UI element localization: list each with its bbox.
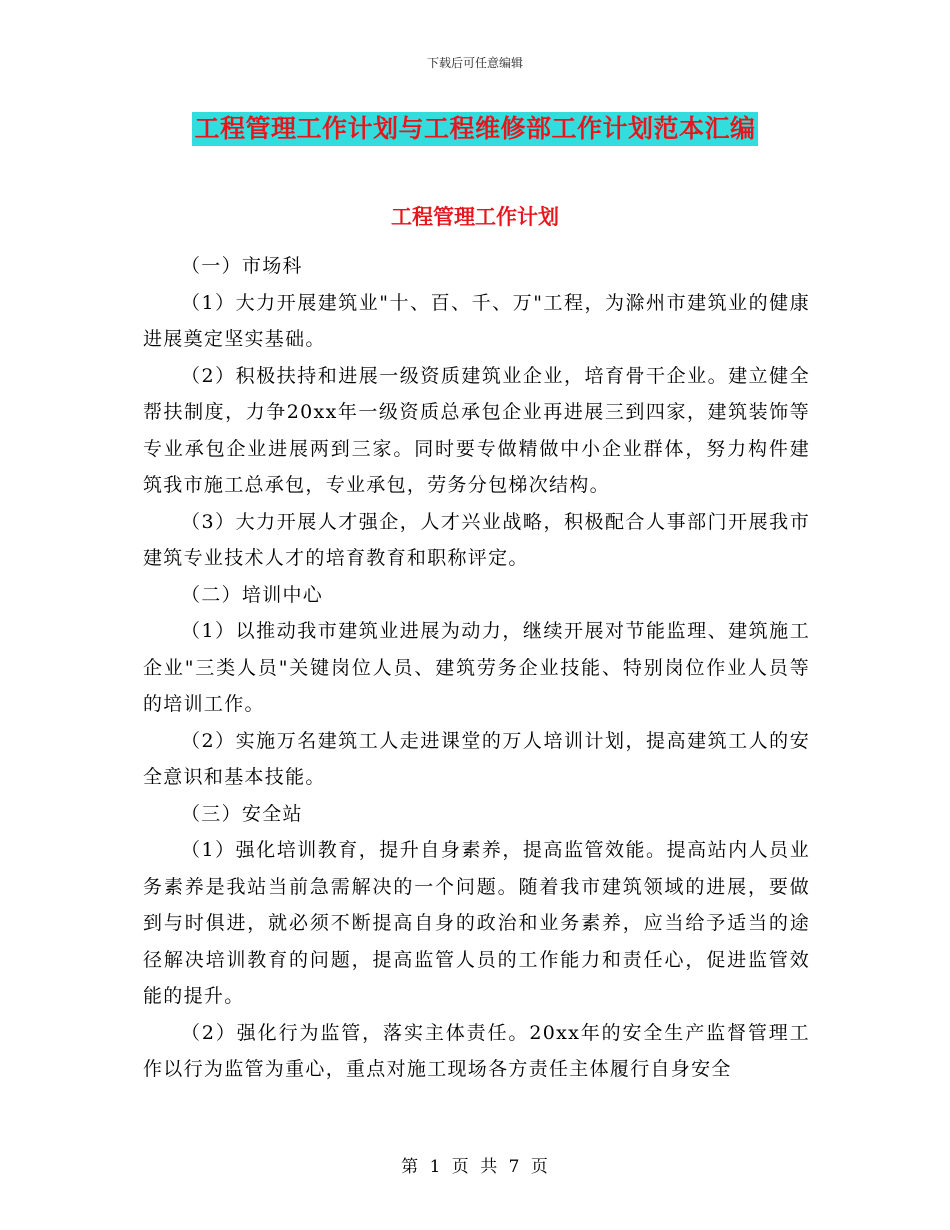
document-title-container	[0, 112, 950, 146]
section-title: 工程管理工作计划	[391, 204, 559, 229]
paragraph: （1）大力开展建筑业"十、百、千、万"工程，为滁州市建筑业的健康进展奠定坚实基础。	[143, 291, 810, 350]
paragraph: （2）积极扶持和进展一级资质建筑业企业，培育骨干企业。建立健全帮扶制度，力争20xx年一级资质总承包企业再进展三到四家，建筑装饰等专业承包企业进展两到三家。同时要专做精做中小企业群体，努力构件建筑我市施工总承包，专业承包，劳务分包梯次结构。	[143, 364, 810, 496]
paragraph: （2）实施万名建筑工人走进课堂的万人培训计划，提高建筑工人的安全意识和基本技能。	[143, 729, 810, 788]
document-body	[143, 248, 810, 1088]
paragraph-safety-section-heading: （三）安全站	[181, 802, 303, 825]
paragraph: （1）强化培训教育，提升自身素养，提高监管效能。提高站内人员业务素养是我站当前急需解决的一个问题。随着我市建筑领域的进展，要做到与时俱进，就必须不断提高自身的政治和业务素养，应当给予适当的途径解决培训教育的问题，提高监管人员的工作能力和责任心，促进监管效能的提升。	[143, 839, 810, 1007]
paragraph: （1）以推动我市建筑业进展为动力，继续开展对节能监理、建筑施工企业"三类人员"关键岗位人员、建筑劳务企业技能、特别岗位作业人员等的培训工作。	[143, 620, 810, 715]
paragraph: （2）强化行为监管，落实主体责任。20xx年的安全生产监督管理工作以行为监管为重心，重点对施工现场各方责任主体履行自身安全	[143, 1021, 810, 1080]
page-footer: 第 1 页 共 7 页	[401, 1157, 549, 1177]
paragraph: （3）大力开展人才强企，人才兴业战略，积极配合人事部门开展我市建筑专业技术人才的培育教育和职称评定。	[143, 510, 810, 569]
header-note: 下载后可任意编辑	[426, 56, 523, 70]
document-title: 工程管理工作计划与工程维修部工作计划范本汇编	[192, 112, 757, 146]
paragraph-market-section-heading: （一）市场科	[181, 255, 303, 277]
paragraph-training-section-heading: （二）培训中心	[181, 583, 324, 606]
